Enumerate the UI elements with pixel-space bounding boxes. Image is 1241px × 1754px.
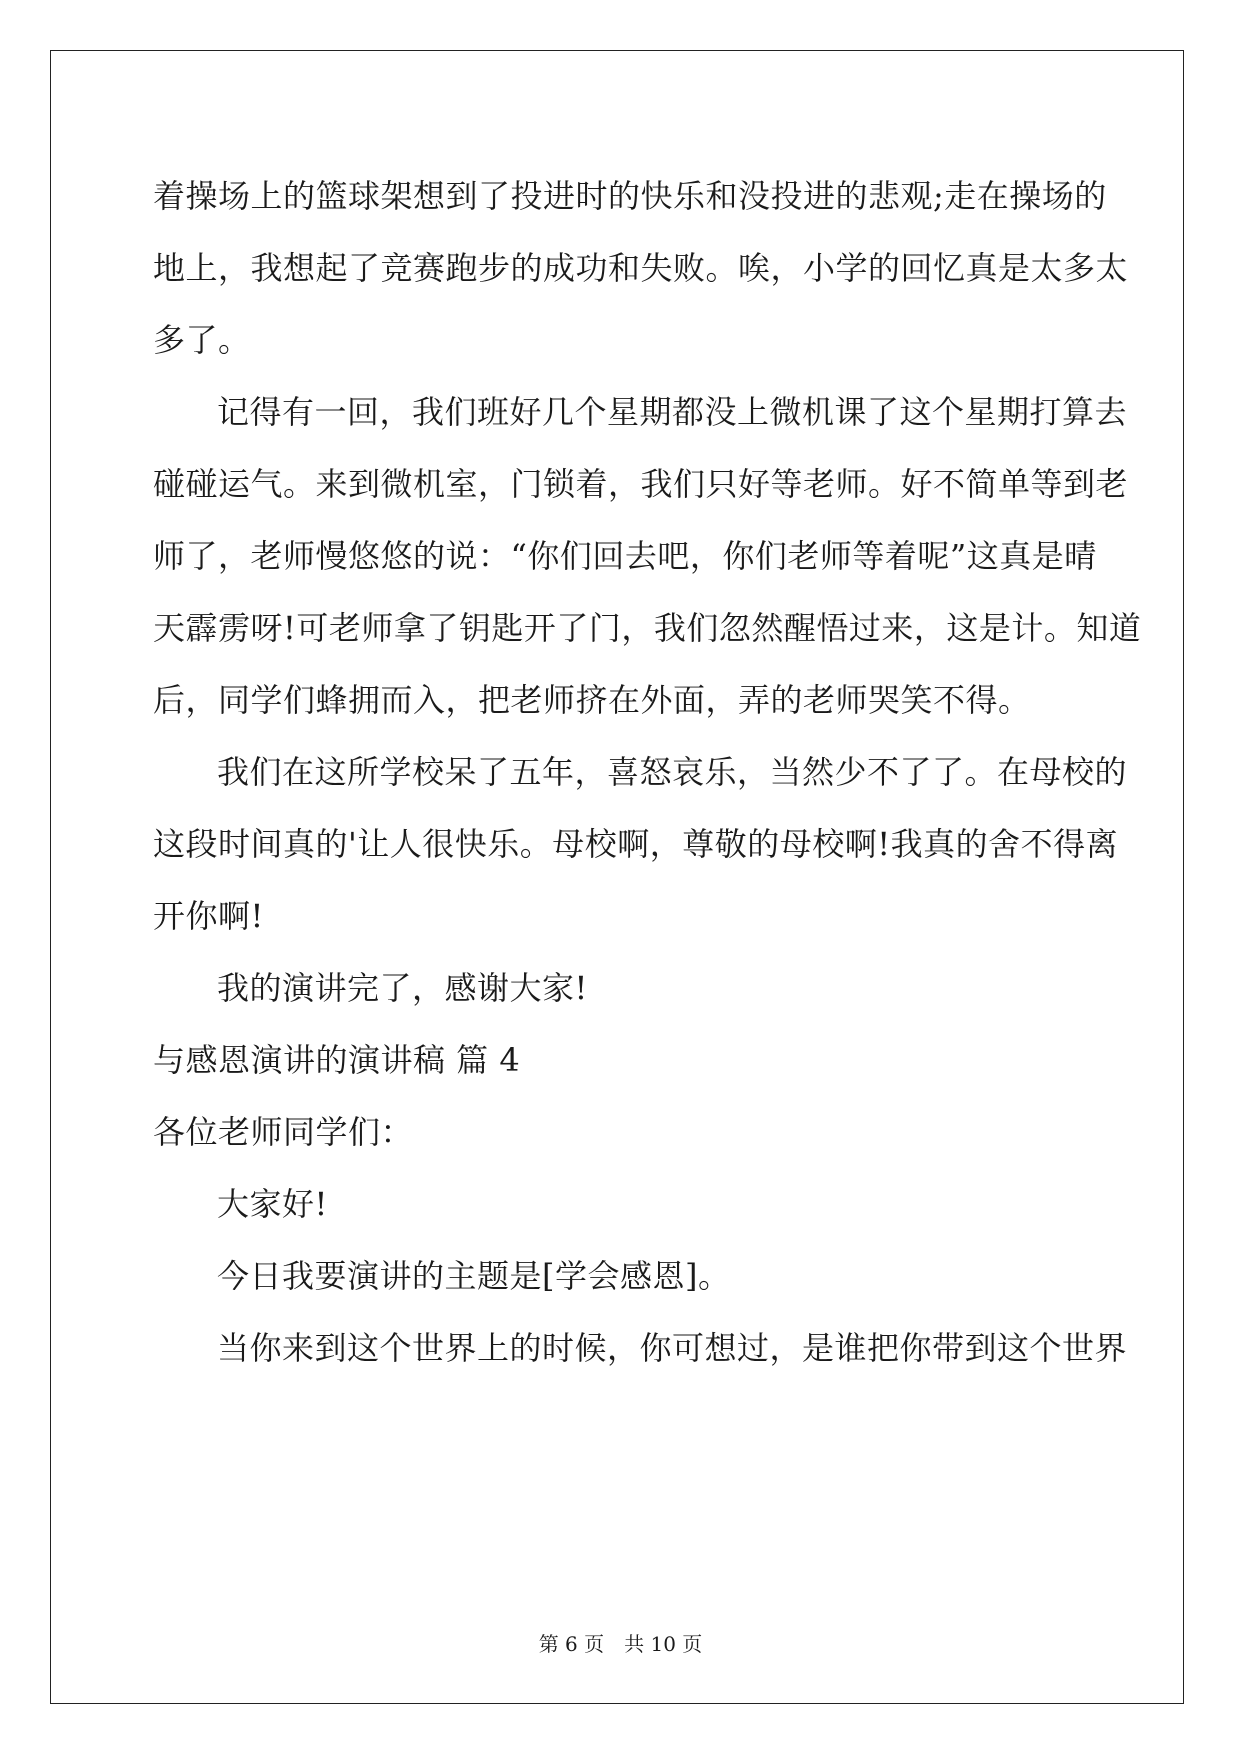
section-heading: 与感恩演讲的演讲稿 篇 4: [153, 1041, 521, 1079]
text-line-5: 碰碰运气。来到微机室，门锁着，我们只好等老师。好不简单等到老: [153, 465, 1129, 503]
greeting: 大家好!: [217, 1185, 328, 1223]
text-line-6: 师了，老师慢悠悠的说：“你们回去吧，你们老师等着呢”这真是晴: [153, 537, 1097, 575]
text-line-7: 天霹雳呀!可老师拿了钥匙开了门，我们忽然醒悟过来，这是计。知道: [153, 609, 1142, 647]
text-line-11: 开你啊!: [153, 897, 264, 935]
text-line-12: 我的演讲完了，感谢大家!: [217, 969, 588, 1007]
text-line-17: 当你来到这个世界上的时候，你可想过，是谁把你带到这个世界: [217, 1329, 1128, 1367]
text-line-9: 我们在这所学校呆了五年，喜怒哀乐，当然少不了了。在母校的: [217, 753, 1128, 791]
topic-line: 今日我要演讲的主题是[学会感恩]。: [217, 1257, 731, 1295]
text-line-1: 着操场上的篮球架想到了投进时的快乐和没投进的悲观;走在操场的: [153, 177, 1107, 215]
text-line-3: 多了。: [153, 321, 251, 359]
document-body: [153, 160, 1142, 1384]
text-line-10: 这段时间真的'让人很快乐。母校啊，尊敬的母校啊!我真的舍不得离: [153, 825, 1119, 863]
page-number-footer: 第 6 页 共 10 页: [538, 1632, 703, 1656]
salutation: 各位老师同学们：: [153, 1113, 414, 1151]
text-line-8: 后，同学们蜂拥而入，把老师挤在外面，弄的老师哭笑不得。: [153, 681, 1031, 719]
text-line-4: 记得有一回，我们班好几个星期都没上微机课了这个星期打算去: [217, 393, 1128, 431]
text-line-2: 地上，我想起了竞赛跑步的成功和失败。唉，小学的回忆真是太多太: [153, 249, 1129, 287]
